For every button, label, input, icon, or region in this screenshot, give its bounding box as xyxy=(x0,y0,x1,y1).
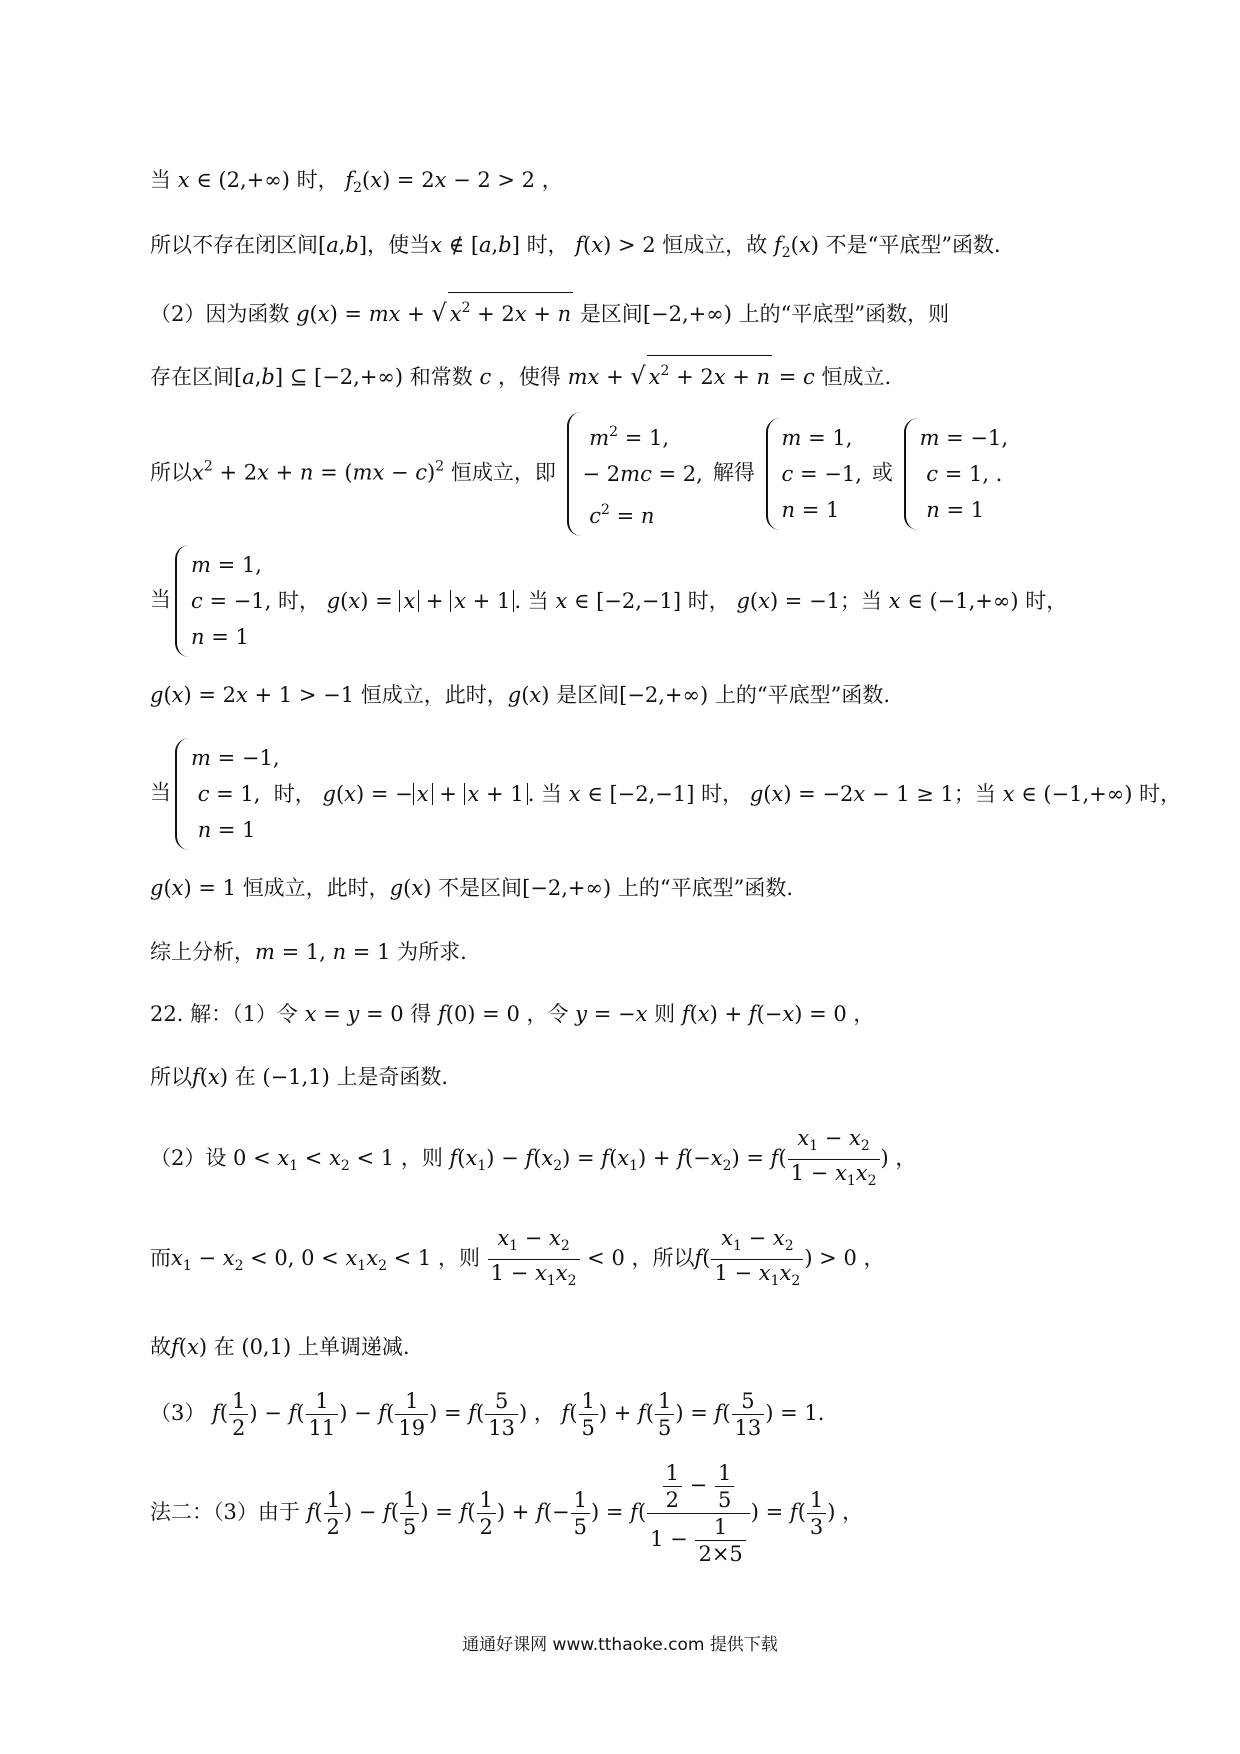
line-14: 而$x_1 - x_2 < 0$, $0 < x_1x_2 < 1$ ，则 $\frac{x_1 - x_2}{1 - x_1x_2}$ < 0 ，所以f( $\frac{x_1 - x_2}{1 - x_1x_2}$ ) > 0 ， xyxy=(150,1226,885,1289)
equation-system-1: $m^2 = 1$, − 2mc = 2, $c^2 = n$ xyxy=(567,412,709,536)
line-9: g(x) = 1 恒成立，此时，g(x) 不是区间[−2,+∞) 上的“平底型”函数. xyxy=(150,876,794,900)
line-5: 所以$x^2 + 2x + n = (mx - c)^2$ 恒成立，即 $m^2 = 1$, − 2mc = 2, $c^2 = n$ 解得 m = 1, c = −1, n = 1 或 m = −1, c = 1, . n = 1 xyxy=(150,412,1018,536)
line-2: 所以不存在闭区间[a,b]，使当x ∉ [a,b] 时， f(x) > 2 恒成立，故 $f_2(x)$ 不是“平底型”函数. xyxy=(150,233,1001,261)
line-8: 当 m = −1, c = 1, 时， g(x) = − x + x + 1 . 当 x ∈ [−2,−1] 时， g(x) = −2x − 1 ≥ 1；当 x ∈ (−1,+∞) 时， n = 1 xyxy=(150,738,1191,850)
line-11: 22. 解：（1）令 x = y = 0 得 f(0) = 0 ，令 y = −x 则 f(x) + f(−x) = 0 ， xyxy=(150,1002,875,1026)
line-13: （2）设 $0 < x_1 < x_2 < 1$ ，则 $f(x_1) - f(x_2) = f(x_1) + f(-x_2) = f$( $\frac{x_1 - x_2}{1 - x_1x_2}$ ) ， xyxy=(150,1126,917,1189)
line-3: （2）因为函数 g(x) = mx + √ $x^2 + 2x + n$ 是区间[−2,+∞) 上的“平底型”函数，则 xyxy=(150,292,949,329)
line-16: （3） f( $\frac{1}{2}$ ) − f( $\frac{1}{11}$ ) − f( $\frac{1}{19}$ ) = f( $\frac{5}{13}$ ) ， f( $\frac{1}{5}$ ) + f( $\frac{1}{5}$ ) = f( $\frac{5}{13}$ ) = 1. xyxy=(150,1389,825,1440)
equation-system-5: m = −1, c = 1, 时， g(x) = − x + x + 1 . 当 x ∈ [−2,−1] 时， g(x) = −2x − 1 ≥ 1；当 x ∈ (−1,+∞) 时， n = 1 xyxy=(175,738,1187,850)
equation-system-4: m = 1, c = −1, 时， g(x) = x + x + 1 . 当 x ∈ [−2,−1] 时， g(x) = −1；当 x ∈ (−1,+∞) 时， n = 1 xyxy=(175,545,1073,657)
line-7: g(x) = 2x + 1 > −1 恒成立，此时，g(x) 是区间[−2,+∞) 上的“平底型”函数. xyxy=(150,683,891,707)
line-12: 所以f(x) 在 (−1,1) 上是奇函数. xyxy=(150,1065,449,1089)
line-4: 存在区间[a,b] ⊆ [−2,+∞) 和常数 c ，使得 mx + √ $x^2 + 2x + n = c$ 恒成立. xyxy=(150,355,891,392)
line-10: 综上分析，m = 1, n = 1 为所求. xyxy=(150,940,467,964)
line-6: 当 m = 1, c = −1, 时， g(x) = x + x + 1 . 当 x ∈ [−2,−1] 时， g(x) = −1；当 x ∈ (−1,+∞) 时， n = 1 xyxy=(150,545,1077,657)
line-17: 法二：（3）由于 f( $\frac{1}{2}$ ) − f( $\frac{1}{5}$ ) = f( $\frac{1}{2}$ ) + f(− $\frac{1}{5}$ ) = f( $\frac{1}{2}$ − $\frac{1}{5}$ 1 − $\frac{1}{2\times 5}$ ) = f( $\frac{1}{3}$ ) ， xyxy=(150,1461,864,1566)
equation-system-2: m = 1, c = −1, n = 1 xyxy=(766,418,868,530)
line-1: 当 x ∈ (2,+∞) 时， $f_2(x) = 2x - 2 > 2$ ， xyxy=(150,168,563,196)
line-15: 故f(x) 在 (0,1) 上单调递减. xyxy=(150,1335,410,1359)
equation-system-3: m = −1, c = 1, . n = 1 xyxy=(904,418,1015,530)
footer-source: 通通好课网 www.tthaoke.com 提供下载 xyxy=(462,1635,778,1655)
